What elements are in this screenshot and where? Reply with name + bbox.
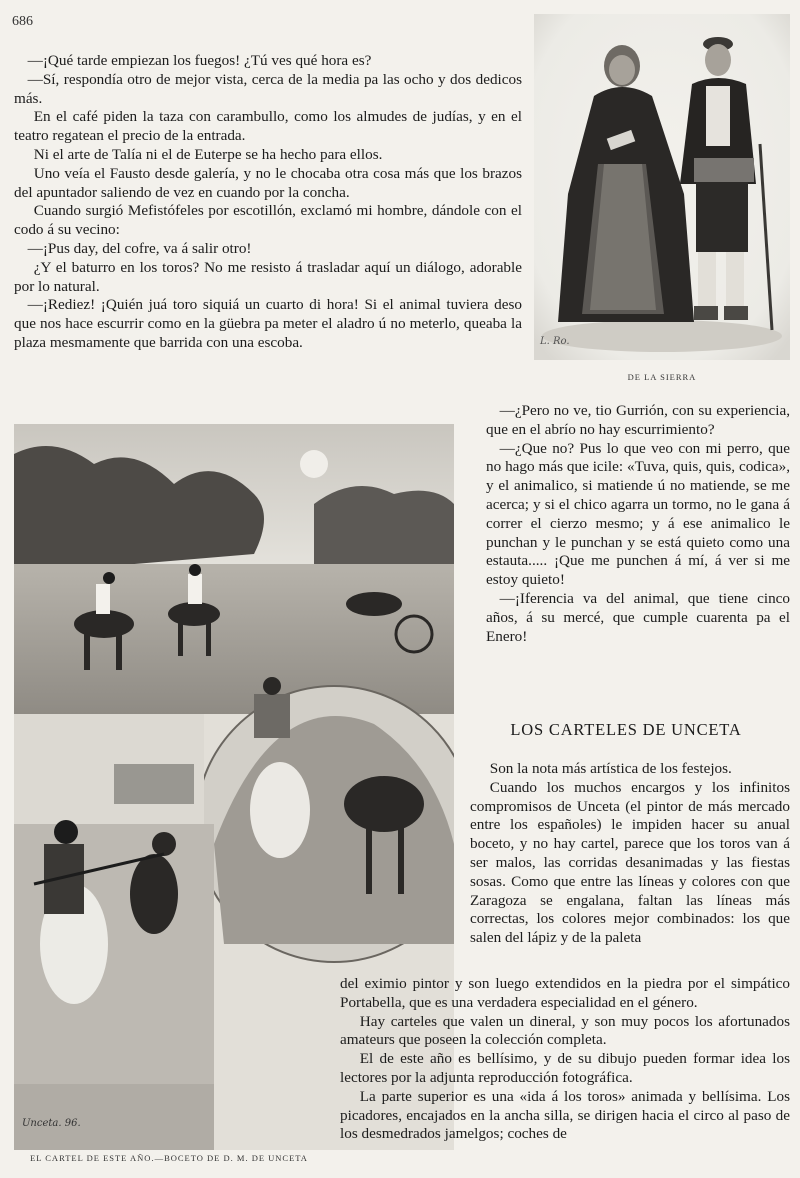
paragraph: —Sí, respondía otro de mejor vista, cerca de la media pa las ocho y dos dedicos más. [14,70,522,107]
paragraph: Uno veía el Fausto desde galería, y no le chocaba otra cosa más que los brazos del apuntador saliendo de vez en cuando por la concha. [14,164,522,201]
couple-photograph [534,14,790,360]
paragraph: Son la nota más artística de los festejos. [489,760,732,777]
photo-caption: DE LA SIERRA [627,372,697,382]
paragraph: La parte superior es una «ida á los toros» animada y bellísima. Los picadores, encajados en la ancha silla, se dirigen hacia el circo al paso de los desmedrados jamelgos; coches de [340,1087,790,1143]
paragraph: —¡Rediez! ¡Quién juá toro siquiá un cuarto di hora! Si el animal tuviera deso que nos hace escurrir como en la güebra pa meter el aladro ú no meterlo, queaba la plaza mesmamente que barrida con una escoba. [14,296,522,351]
paragraph: Cuando los muchos encargos y los infinitos compromisos de Unceta (el pintor de más mercado entre los españoles) le impiden hacer su anual boceto, y no hay cartel, parece que los toros van á ser malos, las corridas desanimadas y las fiestas sosas. Como que entre las líneas y colores con que Zaragoza se engalana, faltan las líneas más correctas, los colores mejor combinados: los que salen del lápiz y de la paleta [470,778,790,947]
paragraph: Hay carteles que valen un dineral, y son muy pocos los afortunados amateurs que poseen la colección completa. [340,1012,790,1049]
paragraph: del eximio pintor y son luego extendidos en la piedra por el simpático Portabella, que es una verdadera especialidad en el género. [340,975,790,1011]
paragraph: ¿Y el baturro en los toros? No me resisto á trasladar aquí un diálogo, adorable por lo natural. [14,258,522,295]
paragraph: —¡Pus day, del cofre, va á salir otro! [27,239,252,257]
bottom-text-column [340,975,790,1144]
paragraph: Cuando surgió Mefistófeles por escotillón, exclamó mi hombre, dándole con el codo á su vecino: [14,202,522,239]
paragraph: —¿Pero no ve, tio Gurrión, con su experiencia, que en el abrío no hay escurrimiento? [486,402,790,438]
right-text-column [486,402,790,646]
paragraph: El de este año es bellísimo, y de su dibujo pueden formar idea los lectores por la adjunta reproducción fotográfica. [340,1050,790,1086]
top-text-column [14,52,522,353]
paragraph: —¡Qué tarde empiezan los fuegos! ¿Tú ves qué hora es? [27,52,372,69]
paragraph: —¡Iferencia va del animal, que tiene cinco años, á su mercé, que cumple cuarenta pa el Enero! [486,589,790,645]
page-number: 686 [12,14,33,29]
paragraph: —¿Que no? Pus lo que veo con mi perro, que no hago más que icile: «Tuva, quis, quis, codica», y el animalico, si matiende ú no matiende, se me acerca; y si el chico agarra un tormo, no le gana á correr el cierzo mesmo; y á ese animalico le punchan y le punchan y se está quieto como una estauta..... ¡Que me punchen á mí, á ver si me estoy quieto! [486,439,790,589]
poster-caption: EL CARTEL DE ESTE AÑO.—BOCETO DE D. M. DE UNCETA [30,1153,308,1163]
section-text-column [470,760,790,948]
paragraph: En el café piden la taza con carambullo, como los almudes de judías, y en el teatro regatean el precio de la entrada. [14,108,522,145]
paragraph: Ni el arte de Talía ni el de Euterpe se ha hecho para ellos. [33,145,383,163]
poster-signature: Unceta. 96. [22,1118,81,1129]
photo-signature: L. Ro. [540,336,570,347]
section-heading: LOS CARTELES DE UNCETA [510,720,742,739]
